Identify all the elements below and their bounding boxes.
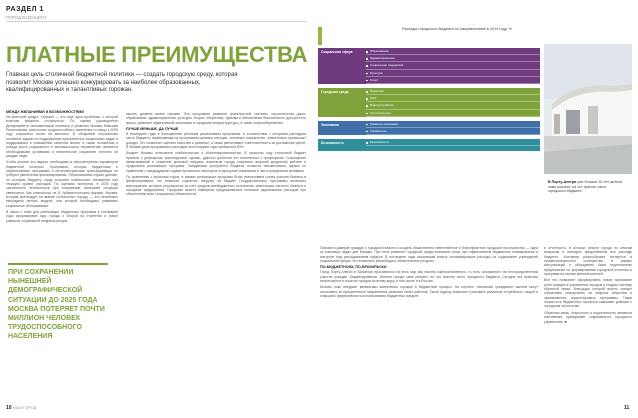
paragraph: [6, 210, 118, 223]
chart-group: [318, 139, 540, 151]
chart-row-label: Управление: [370, 129, 387, 133]
paragraph-text: В последние годы в большинстве регионов реализованы программы, в соответствии с которыми расходная часть бюджета, применяемая на программно-целевых методах, основных показателях, значительно превышает доходы. Это позволяет оценить качество и развитие, а также увеличивает ответственность за достижение целей. В Москве доля программных расходов за последние годы превысила 90%.: [126, 131, 306, 149]
chart-row-label: Культура: [370, 71, 383, 75]
chart-group: [318, 88, 540, 117]
chart-row: [366, 95, 540, 102]
paragraph: [544, 311, 632, 324]
paragraph: [544, 278, 632, 308]
chart-row-marker: [366, 80, 368, 82]
headline: ПЛАТНЫЕ ПРЕИМУЩЕСТВА: [6, 42, 308, 67]
chart-row: [366, 128, 540, 135]
paragraph-text: в отчетности, в которых власти города по многим вопросам и наглядно представлены все расходы бюджета. Учитывая разнообразие экспертов и профессионального сообщества, в рамках консультаций и обсуждения были подготовлены предложения по формированию городской политики и программ на основе мнений жителей.: [544, 246, 632, 277]
chart-group-label: Социальная сфера: [321, 50, 353, 54]
footer-left: [6, 405, 36, 411]
building-photo-image: [544, 44, 632, 174]
paragraph: [126, 151, 306, 173]
text-column-1: [6, 110, 118, 260]
photo-caption: [548, 180, 622, 194]
paragraph: [6, 160, 118, 208]
text-column-2: [126, 112, 306, 400]
pullquote-rule: [8, 263, 108, 265]
chart-row-marker: [366, 58, 368, 60]
chart-row-marker: [366, 98, 368, 100]
paragraph: [6, 110, 118, 158]
chart-group: [318, 48, 540, 84]
chart-row-label: Строительство: [370, 111, 391, 115]
chart-row-label: Социальная поддержка: [370, 64, 404, 68]
chart-row-label: Транспорт: [370, 90, 385, 93]
paragraph-text: Город Порту-Алегри в Бразилии прославился на весь мир как пионер партисипативного, то есть основанного на непосредственном участии граждан, бюджетирования. Жители города сами решают, на что тратить часть городского бюджета. Сегодня эта практика используется в тысячах городов по всему миру, в том числе и в России.: [320, 270, 538, 283]
paragraph-text: В связи с этим для реализации бюджетных программ в последние годы сформирован курс города с опорой на стратегии и новое развитие социальной инфраструктуры.: [6, 210, 118, 223]
paragraph-text: Бюджет Москвы отличается стабильностью и сбалансированностью. В прошлом году столичный бюджет приняли с дефицитом, впоследствии, однако, удалось добиться его исполнения с профицитом. Сокращение заимствований и снижение долговой нагрузки позволили городу сохранить высокий кредитный рейтинг и продолжить реализацию программ. Ожидаемые приоритеты бюджета остаются неизменными, однако по сравнению с предыдущими годами произошли некоторые структурные изменения в части управления активами.: [126, 151, 306, 173]
paragraph: [320, 246, 538, 263]
paragraph-text: По сравнению с прошлым годом, в рамках реализации программ была реализована схема участия бизнеса в финансировании, что позволит сократить нагрузку на бюджет. Государственные программы включают мероприятия, которые реализуются за счёт средств внебюджетных источников: инвестиции частного бизнеса и городские предприятия. Городские власти намерены придерживаться политики сдерживания расходов при обеспечении всех социальных обязательств.: [126, 174, 306, 197]
chart-row: [366, 88, 540, 95]
chart-row-label: Спорт: [370, 78, 379, 82]
header-divider: [6, 21, 306, 22]
paragraph-text: На конечной цифре, страшит — это еще одна проблема, с которой властям придется столкнуться. По оценке руководителя Департамента экономической политики и развития Москвы Максима Решетникова, количество трудоспособного населения столицы к 2025 году сократится почти на миллион. В обозримой перспективе основные задачи по поддержанию приоритетных социальных задач и поддержанию и повышению качества жизни, а также положения в тренда роста социального и экономического неравенства, являются необходимыми условиями и влиятельное сохраняют теплоты на каждые люди.: [6, 114, 118, 158]
chart-group-label: Безопасность: [321, 141, 344, 146]
chart-accent-bar: [318, 27, 322, 45]
building-photo: [544, 44, 632, 174]
paragraph: [320, 285, 538, 298]
chart-group-label: Городская среда: [321, 90, 349, 94]
chart-row: [366, 121, 540, 128]
chart-row: [366, 62, 540, 69]
magazine-name: НАШ ГОРОД: [12, 405, 37, 410]
chart-row-label: Образование: [370, 50, 389, 53]
paragraph-text: Москва тоже внедряет механизмы вовлечения горожан в бюджетный процесс. На портале «Активный гражданин» жители могут голосовать за приоритетные направления развития своих районов. Такой подход позволяет учитывать реальные потребности людей и повышать эффективность использования бюджетных средств.: [320, 285, 538, 298]
chart-row: [366, 77, 540, 84]
chart-row-label: Благоустройство: [370, 104, 394, 108]
page-number-right: 11: [624, 405, 630, 411]
chart-group: [318, 121, 540, 135]
chart-row-marker: [366, 124, 368, 126]
chart-row-label: Безопасность: [370, 141, 390, 145]
pullquote: ПРИ СОХРАНЕНИИ НЫНЕШНЕЙ ДЕМОГРАФИЧЕСКОЙ СИТУАЦИИ ДО 2025 ГОДА МОСКВА ПОТЕРЯЕТ ПОЧТИ МИЛЛИОН ЧЕЛОВЕК ТРУДОСПОСОБНОГО НАСЕЛЕНИЯ: [8, 269, 105, 341]
chart-row-marker: [366, 91, 368, 93]
paragraph-text: Повысить доверие граждан к городской власти и создать общественно ответственное и благоприятное городское пространство — одна из ключевых задач для Москвы. При этом развитие городской среды возможно лишь при эффективном бюджетном планировании и контроле над расходованием средств. В последние годы московская власть оптимизировала расходы на содержание учреждений социальной сферы, что позволило высвободить значительные ресурсы.: [320, 246, 538, 264]
chart-row-marker: [366, 131, 368, 133]
page-number-left: 10: [6, 405, 12, 411]
chart-row: [366, 102, 540, 109]
chart-group-label: Экономика: [321, 122, 339, 127]
subheading: ПО-БЮДЖЕТНОМУ, ПО-БРАЗИЛЬСКИ: [320, 265, 387, 270]
photo-caption-bold: В Порту-Алегри: [548, 180, 577, 184]
chart-row-label: Здравоохранение: [370, 57, 395, 61]
chart-row: [366, 139, 540, 146]
section-subtitle: ГОРОД БУДУЩЕГО: [6, 15, 47, 20]
paragraph: [544, 246, 632, 276]
budget-chart: [318, 48, 540, 240]
paragraph-text: Все это позволяет сформировать новое понимание роли граждан в управлении городом и создать систему обратной связи, благодаря которой власть сможет оперативно реагировать на запросы общества и своевременно корректировать программы. Такая открытость бюджетного процесса повышает доверие к городским институтам.: [544, 278, 632, 309]
chart-row-marker: [366, 65, 368, 67]
paragraph: [126, 112, 306, 125]
chart-row: [366, 70, 540, 77]
chart-row-marker: [366, 142, 368, 144]
paragraph-text: Обратная связь, открытость и подотчетность являются ключевыми принципами современного городского управления. ■: [544, 310, 632, 324]
chart-row-marker: [366, 51, 368, 53]
chart-row-label: ЖКХ: [370, 97, 377, 101]
chart-row: [366, 48, 540, 55]
text-column-3: [320, 246, 538, 402]
chart-title: Расходы городского бюджета по направлениям в 2014 году, %: [402, 27, 512, 31]
paragraph-text: высить уровень жизни горожан. Эти программы развития транспортной системы, строительства дорог, образования, здравоохранения, культуры, спорта, энергетики, туризма и обеспечения безопасности, доступности жилья, развития эффективной экономики и городской инфраструктуры, а также энергосбережения.: [126, 112, 306, 125]
paragraph-text: Чтобы решать эти задачи, необходимо в пересмотрении параметров бюджетной политики. Программа, которая бюджетным и перспективные программы и интеллектуальные трансформации не требуют увеличения финансирования. Обоснованием служат данные, по которым бюджету город сохранит стабильные показатели при текущем уровне расходов. По оценкам экспертов, в 2025 году численность пенсионеров при сохранении нынешней ситуации увеличится. Как отмечалось на III Урбанистическом форуме, Москва, которая претендует на звание глобального города, — это неизбежно вынуждено менять модель, она которой необходимо развивать социальное обслуживание.: [6, 160, 118, 208]
lead-paragraph: Главная цель столичной бюджетной политики — создать городскую среду, которая позволит Москве успешно конкурировать за наиболее образованных, квалифицированных и талантливых горожан.: [6, 72, 238, 94]
text-column-4: [544, 246, 632, 402]
subheading: ЛУЧШЕ МЕНЬШЕ, ДА ЛУЧШЕ: [126, 127, 179, 132]
chart-row: [366, 110, 540, 117]
chart-row-label: Развитие экономики: [370, 122, 399, 126]
paragraph: [126, 175, 306, 197]
subheading: МЕЖДУ ЖЕЛАНИЯМИ И ВОЗМОЖНОСТЯМИ: [6, 110, 84, 114]
paragraph: [320, 265, 538, 283]
chart-row-marker: [366, 105, 368, 107]
photo-caption-text: уже больше 20 лет жители сами решают, на что тратить часть городского бюджета: [548, 180, 622, 194]
chart-row-marker: [366, 73, 368, 75]
chart-row: [366, 55, 540, 62]
paragraph: [126, 127, 306, 149]
chart-row-marker: [366, 113, 368, 115]
section-label: РАЗДЕЛ 1: [6, 6, 44, 13]
